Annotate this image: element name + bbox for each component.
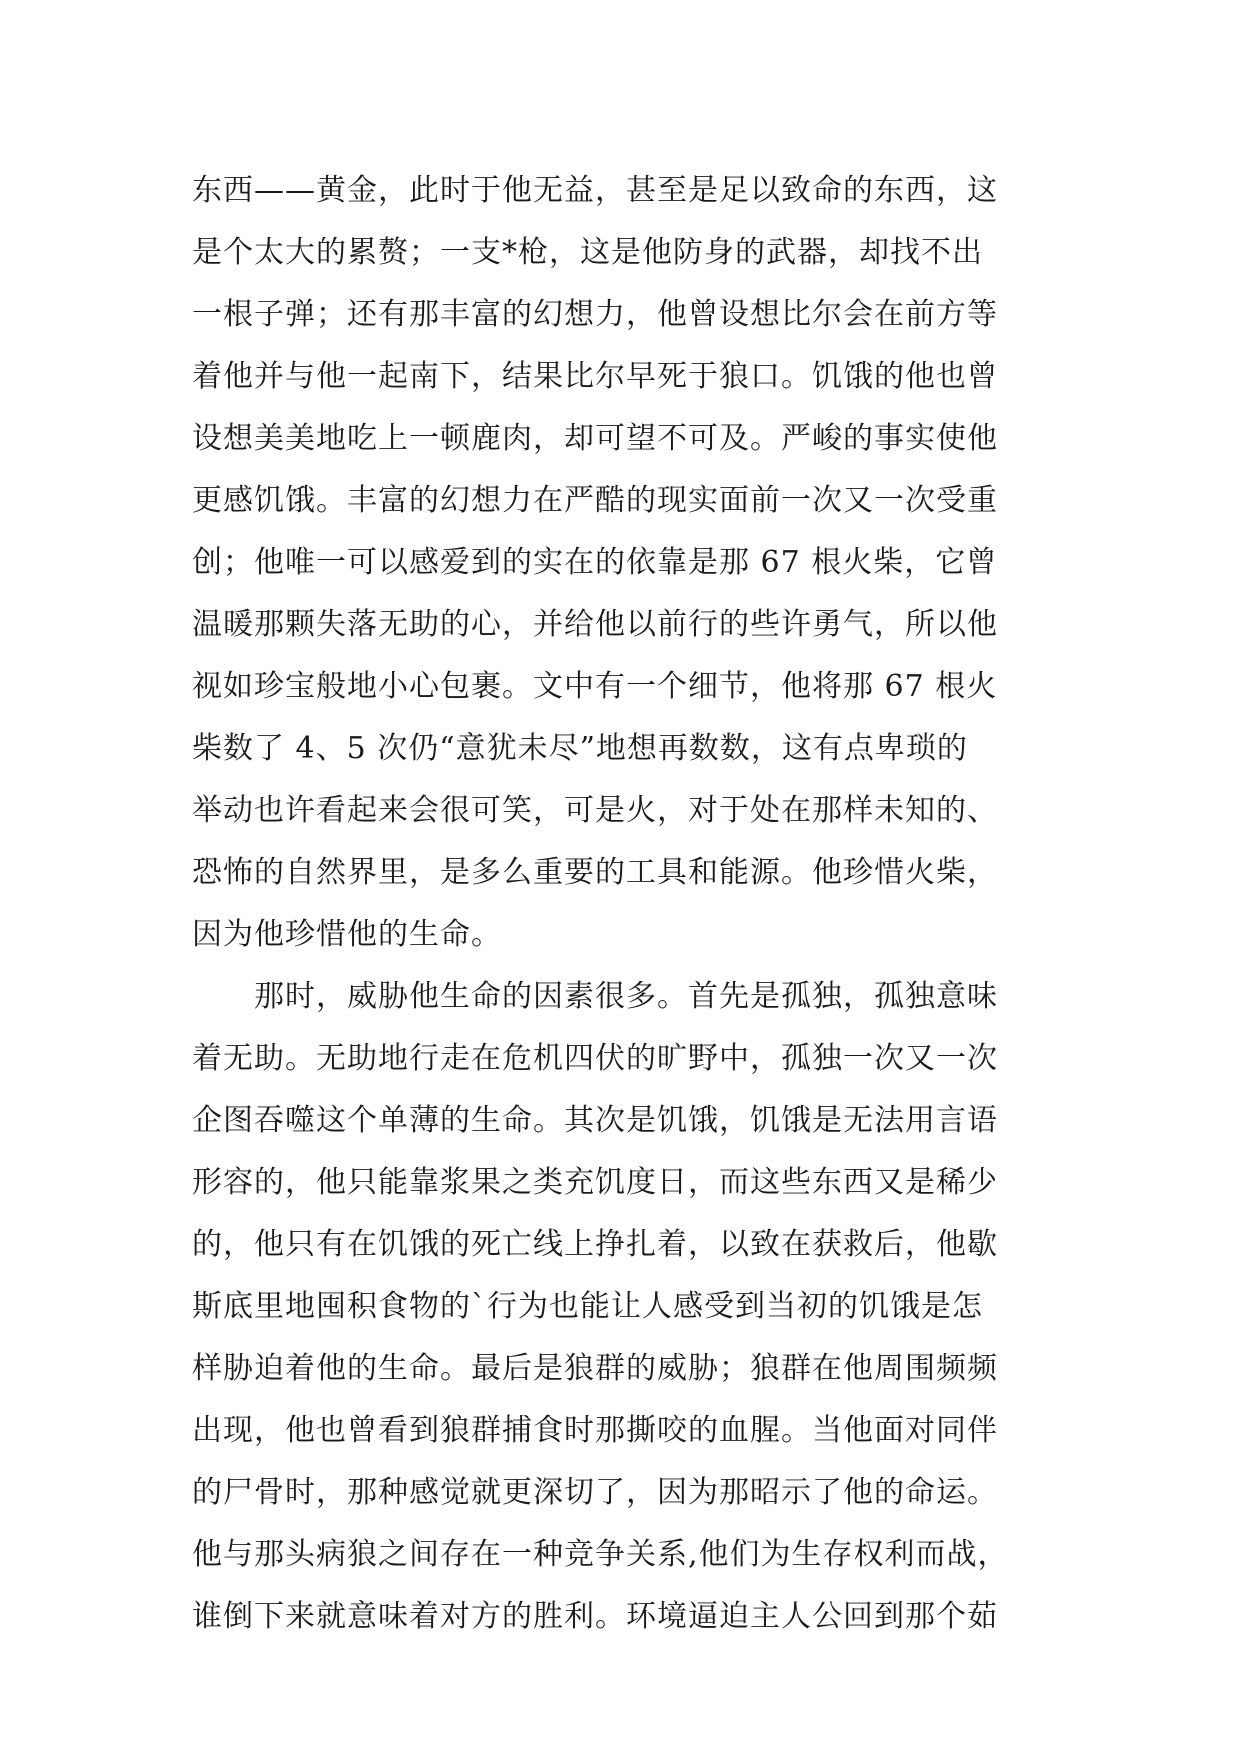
text-line: 谁倒下来就意味着对方的胜利。环境逼迫主人公回到那个茹 [192,1599,998,1634]
text-line: 的，他只有在饥饿的死亡线上挣扎着，以致在获救后，他歇 [192,1227,998,1262]
text-line: 着他并与他一起南下，结果比尔早死于狼口。饥饿的他也曾 [192,359,998,394]
text-line: 是个太大的累赘；一支*枪，这是他防身的武器，却找不出 [192,235,983,270]
text-line: 企图吞噬这个单薄的生命。其次是饥饿，饥饿是无法用言语 [192,1103,998,1138]
text-line: 视如珍宝般地小心包裹。文中有一个细节，他将那 67 根火 [192,669,998,704]
text-line: 举动也许看起来会很可笑，可是火，对于处在那样未知的、 [192,793,998,828]
text-line: 更感饥饿。丰富的幻想力在严酷的现实面前一次又一次受重 [192,483,998,518]
text-line: 出现，他也曾看到狼群捕食时那撕咬的血腥。当他面对同伴 [192,1413,998,1448]
text-line: 柴数了 4、5 次仍“意犹未尽”地想再数数，这有点卑琐的 [192,731,968,766]
text-line: 因为他珍惜他的生命。 [192,917,502,952]
text-line: 恐怖的自然界里，是多么重要的工具和能源。他珍惜火柴， [192,855,998,890]
text-line: 斯底里地囤积食物的`行为也能让人感受到当初的饥饿是怎 [192,1289,983,1324]
text-line: 形容的，他只能靠浆果之类充饥度日，而这些东西又是稀少 [192,1165,998,1200]
text-line: 创；他唯一可以感爱到的实在的依靠是那 67 根火柴，它曾 [192,545,998,580]
paragraph-1 [192,160,1058,966]
paragraph-2 [192,966,1058,1648]
body-text [192,160,1058,1648]
text-line: 设想美美地吃上一顿鹿肉，却可望不可及。严峻的事实使他 [192,421,998,456]
text-line: 那时，威胁他生命的因素很多。首先是孤独，孤独意味 [254,979,998,1014]
text-line: 样胁迫着他的生命。最后是狼群的威胁；狼群在他周围频频 [192,1351,998,1386]
text-line: 东西——黄金，此时于他无益，甚至是足以致命的东西，这 [192,173,998,208]
text-line: 温暖那颗失落无助的心，并给他以前行的些许勇气，所以他 [192,607,998,642]
text-line: 一根子弹；还有那丰富的幻想力，他曾设想比尔会在前方等 [192,297,998,332]
text-line: 他与那头病狼之间存在一种竞争关系,他们为生存权利而战， [192,1537,1009,1572]
text-line: 着无助。无助地行走在危机四伏的旷野中，孤独一次又一次 [192,1041,998,1076]
text-line: 的尸骨时，那种感觉就更深切了，因为那昭示了他的命运。 [192,1475,998,1510]
